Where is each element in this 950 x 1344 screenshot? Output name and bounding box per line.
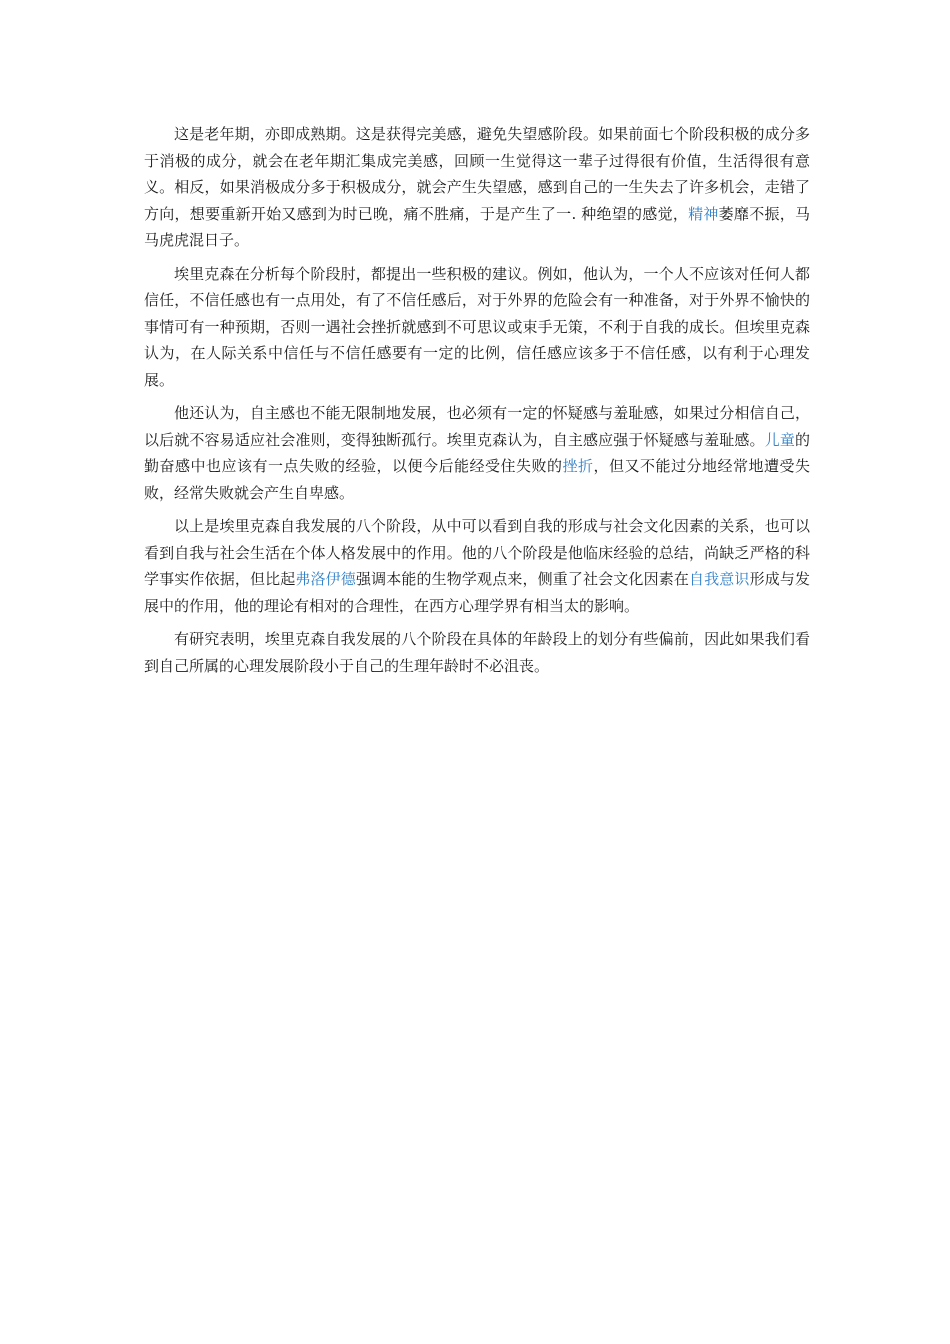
document-body [144, 121, 810, 686]
link-jingshen[interactable]: 精神 [688, 204, 719, 223]
paragraph-3-text-1: 他还认为，自主感也不能无限制地发展，也必须有一定的怀疑感与羞耻感，如果过分相信自己，以后就不容易适应社会准则，变得独断孤行。埃里克森认为，自主感应强于怀疑感与羞耻感。 [144, 404, 810, 449]
paragraph-1-text-2: 萎靡不振，马马虎虎混日子。 [144, 204, 810, 249]
link-ziwoyishi[interactable]: 自我意识 [689, 570, 750, 588]
paragraph-5 [144, 626, 810, 679]
link-fuluoyide[interactable]: 弗洛伊德 [295, 570, 356, 588]
paragraph-2-text-1: 埃里克森在分析每个阶段肘，都提出一些积极的建议。例如，他认为，一个人不应该对任何人都信任，不信任感也有一点用处，有了不信任感后，对于外界的危险会有一种准备，对于外界不愉快的事情可有一种预期，否则一遇社会挫折就感到不可思议或束手无策，不利于自我的成长。但埃里克森认为，在人际关系中信任与不信任感要有一定的比例，信任感应该多于不信任感，以有利于心理发展。 [144, 264, 810, 389]
link-ertong[interactable]: 儿童 [764, 430, 795, 449]
paragraph-3 [144, 400, 810, 506]
paragraph-4 [144, 513, 810, 619]
paragraph-1-text-1: 这是老年期，亦即成熟期。这是获得完美感，避免失望感阶段。如果前面七个阶段积极的成分多于消极的成分，就会在老年期汇集成完美感，回顾一生觉得这一辈子过得很有价值，生活得很有意义。相反，如果消极成分多于积极成分，就会产生失望感，感到自己的一生失去了许多机会，走错了方向，想要重新开始又感到为时已晚，痛不胜痛，于是产生了一. 种绝望的感觉， [144, 125, 810, 223]
link-cuozhe[interactable]: 挫折 [562, 457, 594, 475]
paragraph-3-text-3: ，但又不能过分地经常地遭受失败，经常失败就会产生自卑感。 [144, 457, 810, 502]
paragraph-1 [144, 121, 810, 254]
paragraph-4-text-1: 以上是埃里克森自我发展的八个阶段，从中可以看到自我的形成与社会文化因素的关系，也可以看到自我与社会生活在个体人格发展中的作用。他的八个阶段是他临床经验的总结，尚缺乏严格的科学事实作依据，但比起 [144, 517, 810, 588]
paragraph-5-text-1: 有研究表明，埃里克森自我发展的八个阶段在具体的年龄段上的划分有些偏前，因此如果我们看到自己所属的心理发展阶段小于自己的生理年龄时不必沮丧。 [144, 630, 810, 675]
paragraph-4-text-3: 形成与发展中的作用，他的理论有相对的合理性，在西方心理学界有相当太的影响。 [144, 570, 810, 615]
paragraph-4-text-2: 强调本能的生物学观点来，侧重了社会文化因素在 [355, 570, 689, 588]
paragraph-3-text-2: 的勤奋感中也应该有一点失败的经验，以便今后能经受住失败的 [144, 430, 810, 475]
paragraph-2 [144, 261, 810, 394]
